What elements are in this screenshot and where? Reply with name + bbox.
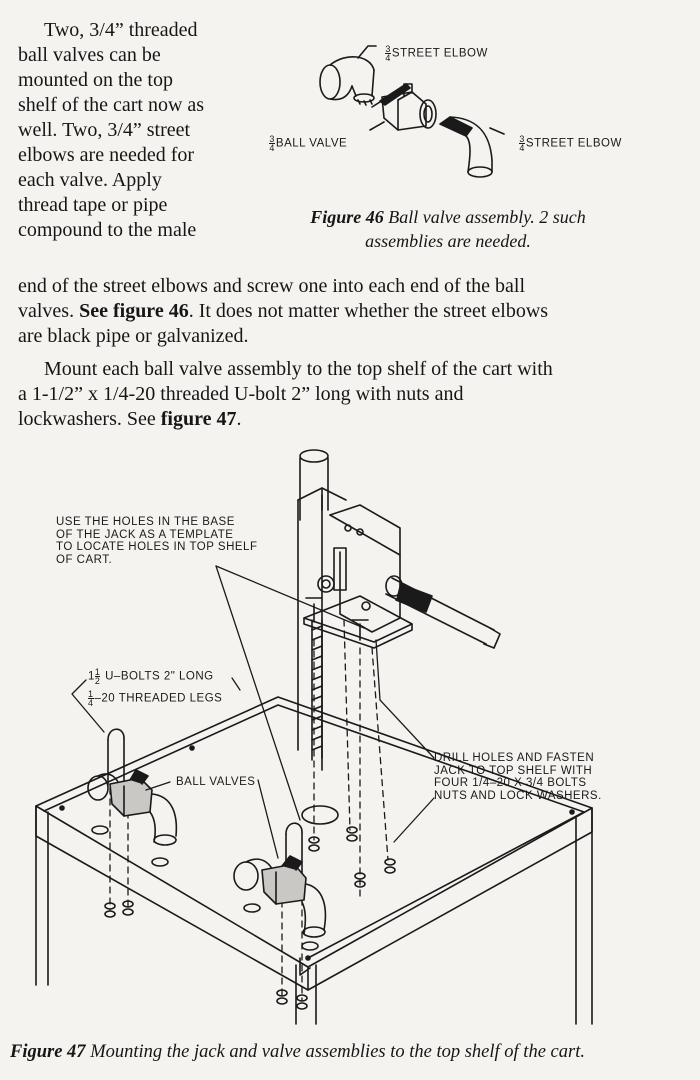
intro-line: Two, 3/4” threaded <box>44 19 198 41</box>
mount-line: Mount each ball valve assembly to the top shelf of the cart with <box>44 358 553 380</box>
intro-line: ball valves can be <box>18 44 161 66</box>
fraction: $\frac{3}{4}$ <box>269 133 275 153</box>
intro-line: each valve. Apply <box>18 169 162 191</box>
valve-assembly-1 <box>88 729 176 845</box>
street-elbow-right <box>440 117 492 177</box>
figure-ref: figure 47 <box>160 408 237 430</box>
label-template-note: USE THE HOLES IN THE BASE OF THE JACK AS A TEMPLATE TO LOCATE HOLES IN TOP SHELF OF CART. <box>56 516 258 566</box>
label-ball-valves: BALL VALVES <box>176 776 256 788</box>
fraction: $\frac{1}{4}$ <box>88 689 94 708</box>
label-ubolts: 1 $\frac{1}{2}$ U–BOLTS 2" LONG <box>88 667 214 686</box>
intro-line: shelf of the cart now as <box>18 94 205 116</box>
fraction: $\frac{3}{4}$ <box>385 43 391 63</box>
label-drill-note: DRILL HOLES AND FASTEN JACK TO TOP SHELF WITH FOUR 1/4–20 X 3/4 BOLTS NUTS AND LOCK WASHERS. <box>434 752 602 802</box>
label-threaded-legs: $\frac{1}{4}$ –20 THREADED LEGS <box>88 689 223 708</box>
intro-line: are black pipe or galvanized. <box>18 325 249 347</box>
intro-line: well. Two, 3/4” street <box>18 119 191 141</box>
label-ball-valve: $\frac{3}{4}$ BALL VALVE <box>269 133 348 153</box>
figure-ref: See figure 46 <box>79 300 189 322</box>
fraction: $\frac{1}{2}$ <box>94 667 101 686</box>
intro-line: mounted on the top <box>18 69 173 91</box>
washers-and-nuts <box>105 827 395 1009</box>
label-street-elbow-right: $\frac{3}{4}$ STREET ELBOW <box>519 133 622 153</box>
figure-47-caption-number: Figure 47 <box>10 1042 86 1062</box>
mount-line: a 1-1/2” x 1/4-20 threaded U-bolt 2” long with nuts and <box>18 383 464 405</box>
intro-line: compound to the male <box>18 219 197 241</box>
figure-47-caption: Figure 47 Mounting the jack and valve assemblies to the top shelf of the cart. <box>10 1042 585 1062</box>
intro-line: thread tape or pipe <box>18 194 168 216</box>
intro-line: elbows are needed for <box>18 144 195 166</box>
label-street-elbow-top: $\frac{3}{4}$ STREET ELBOW <box>385 43 488 63</box>
intro-line: end of the street elbows and screw one into each end of the ball <box>18 275 526 297</box>
figure-46-caption-number: Figure 46 <box>310 207 384 227</box>
valve-assembly-2 <box>234 823 325 937</box>
figure-46-caption: Figure 46 Ball valve assembly. 2 such assemblies are needed. <box>310 207 586 251</box>
figure-46-drawing <box>320 43 504 177</box>
cart-top-shelf <box>36 697 592 1024</box>
fraction: $\frac{3}{4}$ <box>519 133 525 153</box>
street-elbow-left <box>320 57 374 105</box>
intro-line: valves. See figure 46. It does not matter whether the street elbows <box>18 300 549 322</box>
mount-line: lockwashers. See figure 47. <box>18 408 242 430</box>
